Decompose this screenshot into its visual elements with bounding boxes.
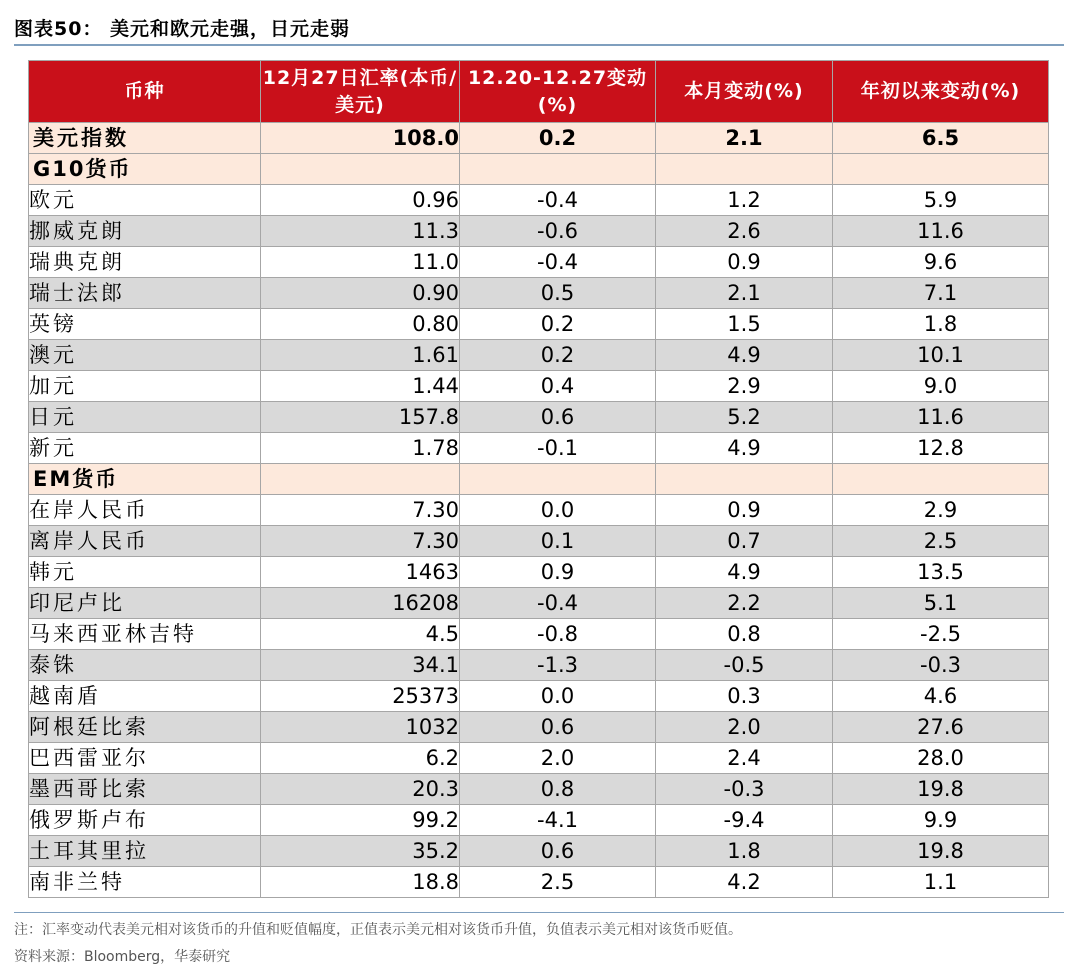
currency-name: 瑞士法郎 <box>29 278 261 309</box>
table-row <box>29 247 1049 278</box>
weekly-change-cell: 0.4 <box>460 371 656 402</box>
currency-name: 在岸人民币 <box>29 495 261 526</box>
rate-cell: 6.2 <box>261 743 460 774</box>
ytd-change-cell: 28.0 <box>833 743 1049 774</box>
rate-cell: 4.5 <box>261 619 460 650</box>
table-row <box>29 712 1049 743</box>
ytd-change-cell: 11.6 <box>833 216 1049 247</box>
ytd-change-cell: 11.6 <box>833 402 1049 433</box>
currency-name: 瑞典克朗 <box>29 247 261 278</box>
monthly-change-cell: 0.7 <box>656 526 833 557</box>
rate-cell: 16208 <box>261 588 460 619</box>
currency-name: 欧元 <box>29 185 261 216</box>
monthly-change-cell: 4.2 <box>656 867 833 898</box>
usd-index-row <box>29 123 1049 154</box>
monthly-change-cell: 0.9 <box>656 495 833 526</box>
monthly-change-cell: 4.9 <box>656 340 833 371</box>
table-row <box>29 402 1049 433</box>
header-rate: 12月27日汇率(本币/美元) <box>261 61 460 123</box>
currency-name: 泰铢 <box>29 650 261 681</box>
monthly-change-cell: 1.2 <box>656 185 833 216</box>
source-note: 资料来源：Bloomberg，华泰研究 <box>14 949 231 965</box>
ytd-change-cell: 6.5 <box>833 123 1049 154</box>
rate-cell: 7.30 <box>261 526 460 557</box>
weekly-change-cell: -0.1 <box>460 433 656 464</box>
header-weekly-change: 12.20-12.27变动(%) <box>460 61 656 123</box>
ytd-change-cell: 19.8 <box>833 774 1049 805</box>
currency-name: 土耳其里拉 <box>29 836 261 867</box>
weekly-change-cell: 0.6 <box>460 712 656 743</box>
ytd-change-cell: 12.8 <box>833 433 1049 464</box>
monthly-change-cell: 4.9 <box>656 433 833 464</box>
table-row <box>29 495 1049 526</box>
rate-cell: 157.8 <box>261 402 460 433</box>
ytd-change-cell: 19.8 <box>833 836 1049 867</box>
rate-cell: 11.3 <box>261 216 460 247</box>
monthly-change-cell: 2.1 <box>656 278 833 309</box>
weekly-change-cell: 2.0 <box>460 743 656 774</box>
rate-cell: 0.80 <box>261 309 460 340</box>
monthly-change-cell: 1.8 <box>656 836 833 867</box>
ytd-change-cell: 1.1 <box>833 867 1049 898</box>
currency-name: 墨西哥比索 <box>29 774 261 805</box>
empty-cell <box>833 154 1049 185</box>
weekly-change-cell: -0.8 <box>460 619 656 650</box>
table-row <box>29 526 1049 557</box>
monthly-change-cell: -0.3 <box>656 774 833 805</box>
monthly-change-cell: 2.4 <box>656 743 833 774</box>
section-label: EM货币 <box>29 464 261 495</box>
rate-cell: 35.2 <box>261 836 460 867</box>
exchange-rate-table <box>28 60 1049 898</box>
table-row <box>29 774 1049 805</box>
currency-name: 巴西雷亚尔 <box>29 743 261 774</box>
weekly-change-cell: -0.4 <box>460 247 656 278</box>
currency-name: 日元 <box>29 402 261 433</box>
ytd-change-cell: 5.9 <box>833 185 1049 216</box>
currency-name: 挪威克朗 <box>29 216 261 247</box>
table-row <box>29 681 1049 712</box>
table-row <box>29 867 1049 898</box>
rate-cell: 7.30 <box>261 495 460 526</box>
g10-section-row <box>29 154 1049 185</box>
monthly-change-cell: 2.6 <box>656 216 833 247</box>
figure-title: 图表50： 美元和欧元走强，日元走弱 <box>14 18 351 40</box>
ytd-change-cell: -0.3 <box>833 650 1049 681</box>
rate-cell: 1.78 <box>261 433 460 464</box>
table-row <box>29 433 1049 464</box>
table-row <box>29 557 1049 588</box>
rate-cell: 1.44 <box>261 371 460 402</box>
table-header-row <box>29 61 1049 123</box>
weekly-change-cell: -0.6 <box>460 216 656 247</box>
rate-cell: 99.2 <box>261 805 460 836</box>
currency-name: 印尼卢比 <box>29 588 261 619</box>
ytd-change-cell: 4.6 <box>833 681 1049 712</box>
ytd-change-cell: 1.8 <box>833 309 1049 340</box>
weekly-change-cell: 0.0 <box>460 495 656 526</box>
weekly-change-cell: -0.4 <box>460 588 656 619</box>
weekly-change-cell: 0.6 <box>460 402 656 433</box>
currency-name: 马来西亚林吉特 <box>29 619 261 650</box>
rate-cell: 25373 <box>261 681 460 712</box>
monthly-change-cell: 2.1 <box>656 123 833 154</box>
table-row <box>29 278 1049 309</box>
monthly-change-cell: 2.9 <box>656 371 833 402</box>
em-section-row <box>29 464 1049 495</box>
weekly-change-cell: -0.4 <box>460 185 656 216</box>
ytd-change-cell: 2.9 <box>833 495 1049 526</box>
weekly-change-cell: 0.6 <box>460 836 656 867</box>
ytd-change-cell: 10.1 <box>833 340 1049 371</box>
table-row <box>29 340 1049 371</box>
header-ytd-change: 年初以来变动(%) <box>833 61 1049 123</box>
rate-cell: 108.0 <box>261 123 460 154</box>
table-row <box>29 588 1049 619</box>
rate-cell: 20.3 <box>261 774 460 805</box>
monthly-change-cell: 2.0 <box>656 712 833 743</box>
rate-cell: 11.0 <box>261 247 460 278</box>
weekly-change-cell: 0.9 <box>460 557 656 588</box>
weekly-change-cell: -1.3 <box>460 650 656 681</box>
monthly-change-cell: 0.3 <box>656 681 833 712</box>
monthly-change-cell: -0.5 <box>656 650 833 681</box>
weekly-change-cell: 0.2 <box>460 123 656 154</box>
currency-name: 越南盾 <box>29 681 261 712</box>
section-label: G10货币 <box>29 154 261 185</box>
weekly-change-cell: 0.8 <box>460 774 656 805</box>
ytd-change-cell: 7.1 <box>833 278 1049 309</box>
monthly-change-cell: 5.2 <box>656 402 833 433</box>
empty-cell <box>460 464 656 495</box>
weekly-change-cell: -4.1 <box>460 805 656 836</box>
currency-name: 美元指数 <box>29 123 261 154</box>
rate-cell: 1032 <box>261 712 460 743</box>
ytd-change-cell: 9.6 <box>833 247 1049 278</box>
monthly-change-cell: -9.4 <box>656 805 833 836</box>
monthly-change-cell: 0.8 <box>656 619 833 650</box>
table-row <box>29 216 1049 247</box>
monthly-change-cell: 2.2 <box>656 588 833 619</box>
currency-name: 阿根廷比索 <box>29 712 261 743</box>
table-row <box>29 836 1049 867</box>
rate-cell: 18.8 <box>261 867 460 898</box>
ytd-change-cell: 2.5 <box>833 526 1049 557</box>
table-row <box>29 619 1049 650</box>
weekly-change-cell: 0.5 <box>460 278 656 309</box>
weekly-change-cell: 0.2 <box>460 309 656 340</box>
currency-name: 俄罗斯卢布 <box>29 805 261 836</box>
currency-name: 澳元 <box>29 340 261 371</box>
table-row <box>29 185 1049 216</box>
monthly-change-cell: 1.5 <box>656 309 833 340</box>
empty-cell <box>656 154 833 185</box>
currency-name: 离岸人民币 <box>29 526 261 557</box>
weekly-change-cell: 0.1 <box>460 526 656 557</box>
empty-cell <box>261 154 460 185</box>
table-row <box>29 371 1049 402</box>
rate-cell: 1463 <box>261 557 460 588</box>
title-divider <box>14 44 1064 46</box>
empty-cell <box>261 464 460 495</box>
table-note: 注：汇率变动代表美元相对该货币的升值和贬值幅度，正值表示美元相对该货币升值，负值表示美元相对该货币贬值。 <box>14 922 742 938</box>
header-currency: 币种 <box>29 61 261 123</box>
table-row <box>29 805 1049 836</box>
currency-name: 新元 <box>29 433 261 464</box>
rate-cell: 1.61 <box>261 340 460 371</box>
monthly-change-cell: 0.9 <box>656 247 833 278</box>
currency-name: 加元 <box>29 371 261 402</box>
table-row <box>29 650 1049 681</box>
rate-cell: 34.1 <box>261 650 460 681</box>
table-row <box>29 743 1049 774</box>
monthly-change-cell: 4.9 <box>656 557 833 588</box>
currency-name: 南非兰特 <box>29 867 261 898</box>
ytd-change-cell: 5.1 <box>833 588 1049 619</box>
ytd-change-cell: 13.5 <box>833 557 1049 588</box>
header-monthly-change: 本月变动(%) <box>656 61 833 123</box>
ytd-change-cell: 9.0 <box>833 371 1049 402</box>
ytd-change-cell: 27.6 <box>833 712 1049 743</box>
weekly-change-cell: 0.2 <box>460 340 656 371</box>
weekly-change-cell: 2.5 <box>460 867 656 898</box>
currency-name: 韩元 <box>29 557 261 588</box>
table-row <box>29 309 1049 340</box>
ytd-change-cell: 9.9 <box>833 805 1049 836</box>
currency-name: 英镑 <box>29 309 261 340</box>
empty-cell <box>656 464 833 495</box>
empty-cell <box>460 154 656 185</box>
rate-cell: 0.90 <box>261 278 460 309</box>
rate-cell: 0.96 <box>261 185 460 216</box>
ytd-change-cell: -2.5 <box>833 619 1049 650</box>
empty-cell <box>833 464 1049 495</box>
bottom-divider <box>14 912 1064 913</box>
weekly-change-cell: 0.0 <box>460 681 656 712</box>
